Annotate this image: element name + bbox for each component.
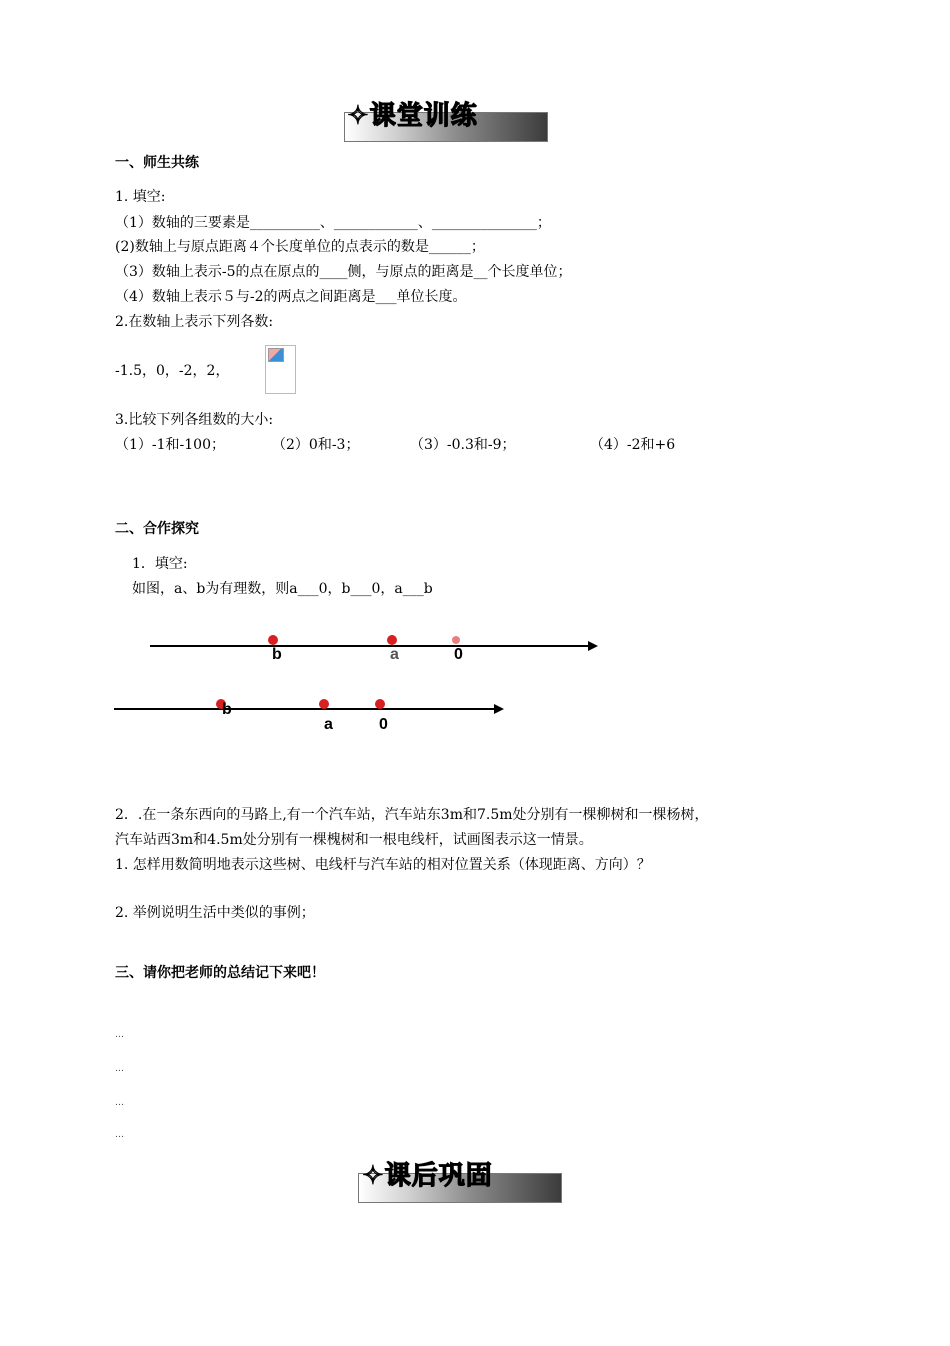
number-line-2 xyxy=(108,695,518,725)
line1-label-b: b xyxy=(272,646,282,663)
q3-item-3: （3）-0.3和-9； xyxy=(410,437,516,453)
point-zero xyxy=(375,699,385,709)
line1-label-a: a xyxy=(390,646,399,663)
point-b xyxy=(268,635,278,645)
section1-heading: 一、师生共练 xyxy=(115,155,199,171)
broken-image-icon xyxy=(265,345,296,394)
q1-title: 1. 填空: xyxy=(115,189,166,205)
q3-item-4: （4）-2和+6 xyxy=(590,437,676,453)
banner-text: 课堂训练 xyxy=(369,101,478,131)
s2-q2-line2: 汽车站西3m和4.5m处分别有一棵槐树和一根电线杆，试画图表示这一情景。 xyxy=(115,832,593,848)
line2-label-a: a xyxy=(324,716,333,733)
s2-q2-sub1: 1. 怎样用数简明地表示这些树、电线杆与汽车站的相对位置关系（体现距离、方向）？ xyxy=(115,857,651,873)
q1-item-1: （1）数轴的三要素是__________、____________、_______________； xyxy=(115,215,551,231)
blank-mark: … xyxy=(115,1098,124,1108)
q2-numbers: -1.5，0，-2，2， xyxy=(115,363,230,379)
blank-mark: … xyxy=(115,1064,124,1074)
banner-text: 课后巩固 xyxy=(384,1161,493,1191)
s2-q1-text: 如图，a、b为有理数，则a___0，b___0，a___b xyxy=(132,581,433,597)
section3-heading: 三、请你把老师的总结记下来吧！ xyxy=(115,965,325,981)
q3-item-1: （1）-1和-100； xyxy=(115,437,225,453)
section2-heading: 二、合作探究 xyxy=(115,521,199,537)
point-zero xyxy=(452,636,460,644)
q1-item-3: （3）数轴上表示-5的点在原点的____侧，与原点的距离是__个长度单位； xyxy=(115,264,572,280)
line1-label-zero: 0 xyxy=(454,646,463,663)
s2-q1-title: 1．填空: xyxy=(132,556,188,572)
s2-q2-line1: 2．.在一条东西向的马路上,有一个汽车站，汽车站东3m和7.5m处分别有一棵柳树和一棵杨树， xyxy=(115,807,709,823)
s2-q2-sub2: 2. 举例说明生活中类似的事例； xyxy=(115,905,315,921)
number-line-1 xyxy=(140,625,610,670)
star-icon: ✧ xyxy=(347,101,370,131)
star-icon: ✧ xyxy=(362,1161,385,1191)
point-a xyxy=(319,699,329,709)
banner-title-bottom xyxy=(362,1155,493,1192)
line2-label-b: b xyxy=(222,701,232,718)
blank-mark: … xyxy=(115,1130,124,1140)
q3-item-2: （2）0和-3； xyxy=(272,437,360,453)
blank-mark: … xyxy=(115,1030,124,1040)
q1-item-2: (2)数轴上与原点距离４个长度单位的点表示的数是______； xyxy=(115,239,485,255)
line2-label-zero: 0 xyxy=(379,716,388,733)
q3-title: 3.比较下列各组数的大小: xyxy=(115,412,274,428)
point-a xyxy=(387,635,397,645)
arrow-head-icon xyxy=(588,641,598,651)
banner-title-top xyxy=(347,95,478,132)
q1-item-4: （4）数轴上表示５与-2的两点之间距离是___单位长度。 xyxy=(115,289,467,305)
q2-title: 2.在数轴上表示下列各数: xyxy=(115,314,274,330)
arrow-head-icon xyxy=(494,704,504,714)
